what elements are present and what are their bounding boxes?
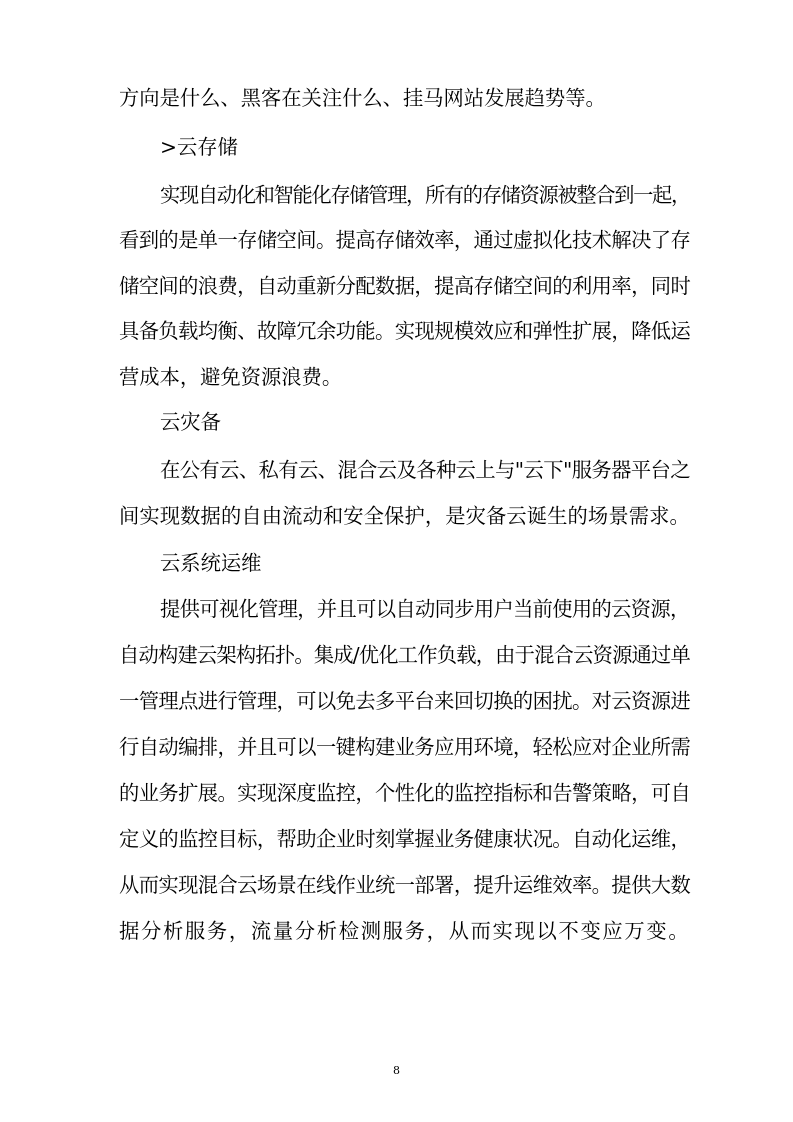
text-line: 储空间的浪费，自动重新分配数据，提高存储空间的利用率，同时 (119, 274, 691, 298)
text-line: 从而实现混合云场景在线作业统一部署，提升运维效率。提供大数 (119, 873, 691, 897)
text-line: 具备负载均衡、故障冗余功能。实现规模效应和弹性扩展，降低运 (119, 319, 691, 343)
text-line: 在公有云、私有云、混合云及各种云上与"云下"服务器平台之 (160, 458, 690, 482)
text-line: 提供可视化管理，并且可以自动同步用户当前使用的云资源， (160, 597, 690, 621)
text-line: 自动构建云架构拓扑。集成/优化工作负载，由于混合云资源通过单 (119, 643, 690, 667)
text-line: 定义的监控目标，帮助企业时刻掌握业务健康状况。自动化运维， (119, 827, 691, 851)
text-line: 一管理点进行管理，可以免去多平台来回切换的困扰。对云资源进 (119, 689, 691, 713)
text-line: 云灾备 (160, 410, 221, 434)
text-line: 方向是什么、黑客在关注什么、挂马网站发展趋势等。 (119, 86, 606, 110)
text-line: 实现自动化和智能化存储管理，所有的存储资源被整合到一起， (160, 183, 690, 207)
text-line: 间实现数据的自由流动和安全保护，是灾备云诞生的场景需求。 (119, 504, 690, 528)
text-line: 行自动编排，并且可以一键构建业务应用环境，轻松应对企业所需 (119, 735, 691, 759)
text-line: 云系统运维 (160, 551, 262, 575)
text-line: 据分析服务，流量分析检测服务，从而实现以不变应万变。 (119, 919, 691, 943)
page-number: 8 (393, 1064, 400, 1077)
text-line: 的业务扩展。实现深度监控，个性化的监控指标和告警策略，可自 (119, 781, 691, 805)
text-line: 看到的是单一存储空间。提高存储效率，通过虚拟化技术解决了存 (119, 228, 691, 252)
text-line: 营成本，避免资源浪费。 (119, 365, 343, 389)
text-line: >云存储 (160, 135, 238, 159)
